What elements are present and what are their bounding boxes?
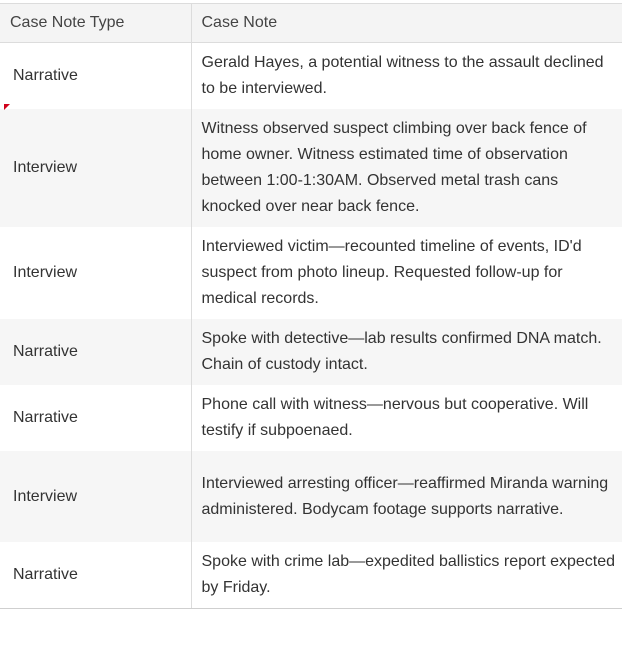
case-note-cell: Interviewed victim—recounted timeline of events, ID'd suspect from photo lineup. Requested follow-up for medical records. [191,227,622,319]
case-note-type-cell: Narrative [0,43,191,110]
case-note-type-cell: Narrative [0,542,191,609]
case-note-type-cell: Narrative [0,385,191,451]
case-note-type-cell: Interview [0,227,191,319]
table-row[interactable] [0,542,622,609]
case-note-type-cell: Narrative [0,319,191,385]
case-notes-grid [0,3,622,609]
cell-comment-marker-icon [4,104,10,110]
case-note-cell: Gerald Hayes, a potential witness to the assault declined to be interviewed. [191,43,622,110]
case-note-cell: Phone call with witness—nervous but cooperative. Will testify if subpoenaed. [191,385,622,451]
case-note-cell: Spoke with detective—lab results confirmed DNA match. Chain of custody intact. [191,319,622,385]
column-header-case-note[interactable]: Case Note [191,4,622,43]
table-row[interactable] [0,109,622,227]
table-row[interactable] [0,385,622,451]
table-row[interactable] [0,43,622,110]
header-row [0,4,622,43]
column-header-case-note-type[interactable]: Case Note Type [0,4,191,43]
case-note-cell: Witness observed suspect climbing over back fence of home owner. Witness estimated time of observation between 1:00-1:30AM. Observed metal trash cans knocked over near back fence. [191,109,622,227]
case-note-cell: Interviewed arresting officer—reaffirmed Miranda warning administered. Bodycam footage supports narrative. [191,451,622,542]
table-row[interactable] [0,227,622,319]
case-note-type-cell: Interview [0,451,191,542]
table-row[interactable] [0,451,622,542]
table-row[interactable] [0,319,622,385]
case-note-type-cell: Interview [0,109,191,227]
case-notes-table [0,3,622,609]
case-note-cell: Spoke with crime lab—expedited ballistics report expected by Friday. [191,542,622,609]
